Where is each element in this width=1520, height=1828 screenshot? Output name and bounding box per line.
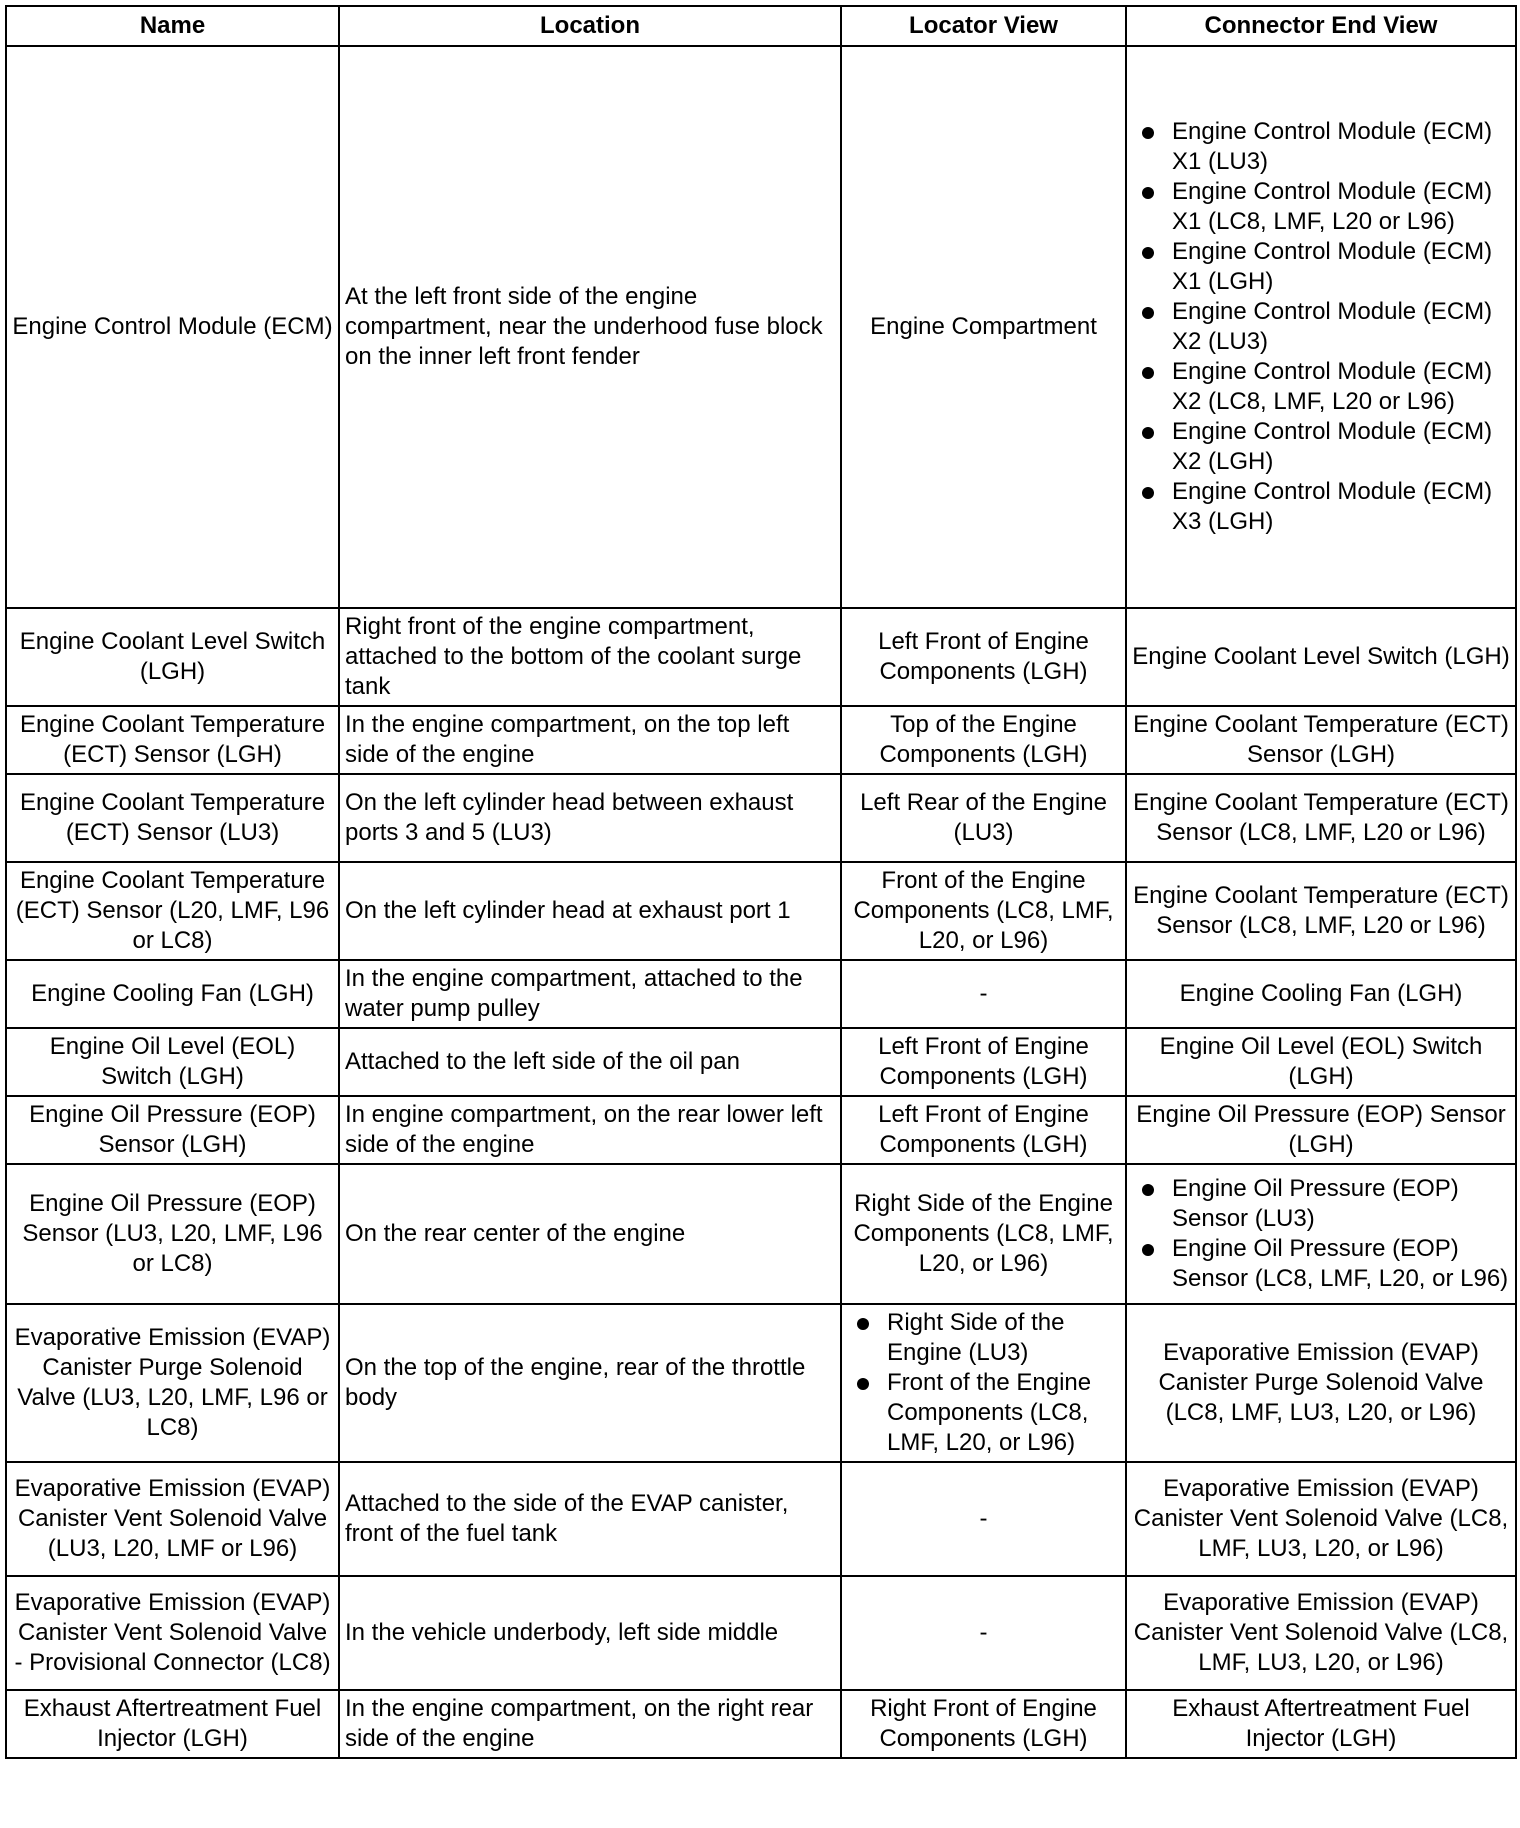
header-locator-view: Locator View [841,6,1126,46]
cell-connector-end-view [1126,46,1516,608]
cell-name: Engine Coolant Temperature (ECT) Sensor (LU3) [6,774,339,862]
cell-connector-end-view: Evaporative Emission (EVAP) Canister Vent Solenoid Valve (LC8, LMF, LU3, L20, or L96) [1126,1576,1516,1690]
cell-location: In engine compartment, on the rear lower left side of the engine [339,1096,841,1164]
cell-location: On the left cylinder head at exhaust port 1 [339,862,841,960]
bullet-item: Engine Control Module (ECM) X1 (LC8, LMF, L20 or L96) [1132,177,1510,237]
table-row [6,960,1516,1028]
cell-location: On the left cylinder head between exhaust ports 3 and 5 (LU3) [339,774,841,862]
table-row [6,1462,1516,1576]
cell-connector-end-view: Engine Coolant Temperature (ECT) Sensor (LC8, LMF, L20 or L96) [1126,774,1516,862]
bullet-item: Engine Control Module (ECM) X3 (LGH) [1132,477,1510,537]
bullet-item: Front of the Engine Components (LC8, LMF, L20, or L96) [847,1368,1120,1458]
bullet-list [1132,1174,1510,1294]
table-row [6,1304,1516,1462]
cell-location: Attached to the side of the EVAP canister, front of the fuel tank [339,1462,841,1576]
cell-connector-end-view [1126,1164,1516,1304]
cell-location: In the engine compartment, on the right rear side of the engine [339,1690,841,1758]
cell-name: Engine Cooling Fan (LGH) [6,960,339,1028]
cell-location: On the top of the engine, rear of the throttle body [339,1304,841,1462]
cell-locator-view: Left Rear of the Engine (LU3) [841,774,1126,862]
cell-location: In the vehicle underbody, left side middle [339,1576,841,1690]
table-row [6,862,1516,960]
bullet-item: Engine Oil Pressure (EOP) Sensor (LU3) [1132,1174,1510,1234]
table-row [6,1576,1516,1690]
bullet-item: Engine Control Module (ECM) X2 (LU3) [1132,297,1510,357]
cell-location: On the rear center of the engine [339,1164,841,1304]
cell-name: Engine Coolant Temperature (ECT) Sensor (L20, LMF, L96 or LC8) [6,862,339,960]
cell-locator-view: Left Front of Engine Components (LGH) [841,1096,1126,1164]
cell-connector-end-view: Evaporative Emission (EVAP) Canister Purge Solenoid Valve (LC8, LMF, LU3, L20, or L96) [1126,1304,1516,1462]
bullet-list [1132,117,1510,537]
bullet-item: Engine Oil Pressure (EOP) Sensor (LC8, LMF, L20, or L96) [1132,1234,1510,1294]
table-row [6,1028,1516,1096]
cell-name: Evaporative Emission (EVAP) Canister Vent Solenoid Valve - Provisional Connector (LC8) [6,1576,339,1690]
cell-connector-end-view: Engine Coolant Temperature (ECT) Sensor (LC8, LMF, L20 or L96) [1126,862,1516,960]
table-row [6,1690,1516,1758]
table-row [6,1164,1516,1304]
cell-locator-view: Front of the Engine Components (LC8, LMF, L20, or L96) [841,862,1126,960]
cell-connector-end-view: Evaporative Emission (EVAP) Canister Vent Solenoid Valve (LC8, LMF, LU3, L20, or L96) [1126,1462,1516,1576]
bullet-item: Engine Control Module (ECM) X2 (LC8, LMF, L20 or L96) [1132,357,1510,417]
header-location: Location [339,6,841,46]
cell-connector-end-view: Engine Oil Pressure (EOP) Sensor (LGH) [1126,1096,1516,1164]
cell-location: Attached to the left side of the oil pan [339,1028,841,1096]
cell-locator-view: Top of the Engine Components (LGH) [841,706,1126,774]
table-row [6,706,1516,774]
component-locator-table [5,5,1517,1759]
cell-name: Engine Coolant Temperature (ECT) Sensor (LGH) [6,706,339,774]
cell-locator-view: Right Front of Engine Components (LGH) [841,1690,1126,1758]
bullet-list [847,1308,1120,1458]
cell-location: Right front of the engine compartment, attached to the bottom of the coolant surge tank [339,608,841,706]
table-row [6,1096,1516,1164]
table-row [6,608,1516,706]
cell-connector-end-view: Engine Coolant Level Switch (LGH) [1126,608,1516,706]
header-name: Name [6,6,339,46]
bullet-item: Right Side of the Engine (LU3) [847,1308,1120,1368]
cell-name: Engine Oil Pressure (EOP) Sensor (LU3, L20, LMF, L96 or LC8) [6,1164,339,1304]
cell-locator-view: Left Front of Engine Components (LGH) [841,1028,1126,1096]
cell-locator-view: Right Side of the Engine Components (LC8, LMF, L20, or L96) [841,1164,1126,1304]
cell-locator-view: - [841,1462,1126,1576]
header-connector-end-view: Connector End View [1126,6,1516,46]
cell-name: Evaporative Emission (EVAP) Canister Vent Solenoid Valve (LU3, L20, LMF or L96) [6,1462,339,1576]
cell-name: Engine Coolant Level Switch (LGH) [6,608,339,706]
cell-locator-view [841,1304,1126,1462]
cell-name: Engine Oil Pressure (EOP) Sensor (LGH) [6,1096,339,1164]
cell-locator-view: - [841,960,1126,1028]
table-row [6,46,1516,608]
table-row [6,774,1516,862]
cell-name: Engine Control Module (ECM) [6,46,339,608]
table-body [6,46,1516,1758]
cell-locator-view: - [841,1576,1126,1690]
cell-name: Exhaust Aftertreatment Fuel Injector (LGH) [6,1690,339,1758]
cell-locator-view: Engine Compartment [841,46,1126,608]
cell-connector-end-view: Engine Oil Level (EOL) Switch (LGH) [1126,1028,1516,1096]
cell-name: Engine Oil Level (EOL) Switch (LGH) [6,1028,339,1096]
cell-location: In the engine compartment, on the top left side of the engine [339,706,841,774]
cell-locator-view: Left Front of Engine Components (LGH) [841,608,1126,706]
cell-location: In the engine compartment, attached to the water pump pulley [339,960,841,1028]
cell-name: Evaporative Emission (EVAP) Canister Purge Solenoid Valve (LU3, L20, LMF, L96 or LC8) [6,1304,339,1462]
bullet-item: Engine Control Module (ECM) X1 (LGH) [1132,237,1510,297]
table-header-row [6,6,1516,46]
bullet-item: Engine Control Module (ECM) X2 (LGH) [1132,417,1510,477]
cell-connector-end-view: Exhaust Aftertreatment Fuel Injector (LGH) [1126,1690,1516,1758]
cell-connector-end-view: Engine Coolant Temperature (ECT) Sensor (LGH) [1126,706,1516,774]
cell-connector-end-view: Engine Cooling Fan (LGH) [1126,960,1516,1028]
cell-location: At the left front side of the engine compartment, near the underhood fuse block on the inner left front fender [339,46,841,608]
bullet-item: Engine Control Module (ECM) X1 (LU3) [1132,117,1510,177]
